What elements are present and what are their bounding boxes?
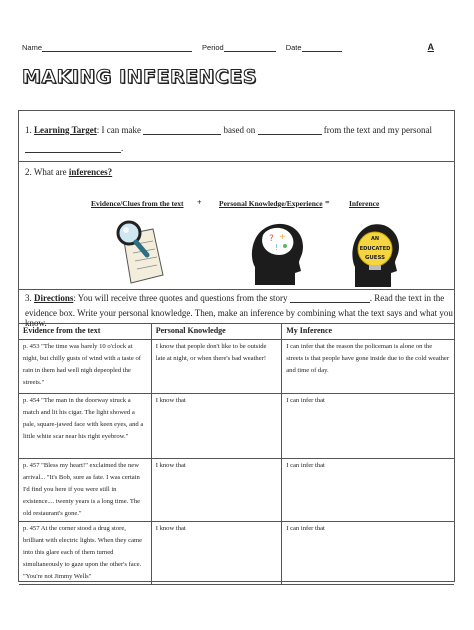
learning-target-line — [25, 125, 432, 135]
date-field[interactable] — [286, 43, 342, 52]
evidence-cell: p. 457 At the corner stood a drug store, brilliant with electric lights. When they came into this glare each of them turned simultaneously to gaze upon the other's face. "You're not Jimmy Wells" — [19, 522, 151, 585]
directions-line-1 — [25, 293, 444, 303]
name-field[interactable] — [22, 43, 192, 52]
period-blank[interactable] — [224, 43, 276, 52]
inference-table — [19, 323, 454, 585]
section-number: 1. — [25, 125, 32, 135]
page-title: MAKING INFERENCES — [22, 66, 258, 88]
inference-cell[interactable]: I can infer that the reason the policeman is alone on the streets is that people have gone inside due to the cold weather and time of day. — [282, 340, 454, 394]
inference-cell[interactable]: I can infer that — [282, 522, 454, 585]
story-title-blank[interactable] — [290, 293, 370, 303]
badge-line: AN — [370, 236, 380, 242]
svg-text:!: ! — [275, 243, 279, 252]
inference-cell[interactable]: I can infer that — [282, 459, 454, 522]
period-field[interactable] — [202, 43, 276, 52]
evidence-cell: p. 457 "Bless my heart!" exclaimed the new arrival... "It's Bob, sure as fate. I was certain I'd find you here if you were still in existence.... twenty years is a long time. The old restaurant's gone." — [19, 459, 151, 522]
column-header: Personal Knowledge — [151, 323, 282, 340]
knowledge-cell[interactable]: I know that people don't like to be outside late at night, or when there's bad weather! — [151, 340, 282, 394]
section-number: 3. — [25, 293, 32, 303]
plus-sign: + — [197, 198, 202, 207]
directions-text: . Read the text in the — [369, 293, 445, 303]
date-blank[interactable] — [302, 43, 342, 52]
name-blank[interactable] — [42, 43, 192, 52]
learning-target-line-2 — [25, 143, 123, 153]
section-number: 2. — [25, 167, 32, 177]
table-row — [19, 459, 454, 522]
column-header: My Inference — [282, 323, 454, 340]
svg-text:+: + — [279, 232, 286, 241]
directions-section — [19, 289, 454, 328]
worksheet-header — [22, 42, 434, 52]
learning-target-label: Learning Target — [34, 125, 97, 135]
learning-target-text: : I can make — [96, 125, 141, 135]
magnifier-document-icon — [109, 217, 169, 287]
version-mark: A — [427, 42, 434, 52]
lightbulb-head-icon — [349, 215, 401, 287]
question-text: What are — [33, 167, 67, 177]
learning-target-section — [19, 111, 454, 162]
table-header-row — [19, 323, 454, 340]
target-blank-1[interactable] — [143, 125, 221, 135]
learning-target-period: . — [121, 143, 124, 153]
svg-text:?: ? — [269, 234, 274, 244]
table-row — [19, 340, 454, 394]
evidence-clues-label: Evidence/Clues from the text — [91, 199, 184, 208]
column-header: Evidence from the text — [19, 323, 151, 340]
inferences-section — [19, 161, 454, 290]
name-label: Name — [22, 43, 43, 52]
learning-target-text: based on — [223, 125, 256, 135]
evidence-cell: p. 454 "The man in the doorway struck a match and lit his cigar. The light showed a pale, square-jawed face with keen eyes, and a little white scar near his right eyebrow." — [19, 394, 151, 459]
target-blank-2[interactable] — [258, 125, 322, 135]
badge-line: GUESS — [364, 255, 386, 261]
inference-label: Inference — [349, 199, 380, 208]
worksheet-frame — [18, 110, 455, 582]
question-keyword: inferences? — [68, 167, 113, 177]
equals-sign: = — [325, 198, 330, 207]
table-row — [19, 394, 454, 459]
personal-knowledge-label: Personal Knowledge/Experience — [219, 199, 323, 208]
knowledge-cell[interactable]: I know that — [151, 394, 282, 459]
date-label: Date — [285, 43, 302, 52]
table-row — [19, 522, 454, 585]
knowledge-cell[interactable]: I know that — [151, 522, 282, 585]
learning-target-text: from the text and my personal — [323, 125, 432, 135]
period-label: Period — [202, 43, 224, 52]
directions-line-2: evidence box. Write your personal knowledge. Then, make an inference by combining what the text says and what you know. — [25, 308, 453, 328]
target-blank-3[interactable] — [25, 143, 124, 153]
inference-cell[interactable]: I can infer that — [282, 394, 454, 459]
evidence-cell: p. 453 "The time was barely 10 o'clock at night, but chilly gusts of wind with a taste of rain in them had well nigh depeopled the streets." — [19, 340, 151, 394]
thinking-head-icon — [247, 213, 307, 287]
inferences-question — [25, 167, 112, 177]
badge-line: EDUCATED — [359, 246, 391, 252]
knowledge-cell[interactable]: I know that — [151, 459, 282, 522]
directions-text: : You will receive three quotes and questions from the story — [73, 293, 288, 303]
directions-label: Directions — [34, 293, 74, 303]
